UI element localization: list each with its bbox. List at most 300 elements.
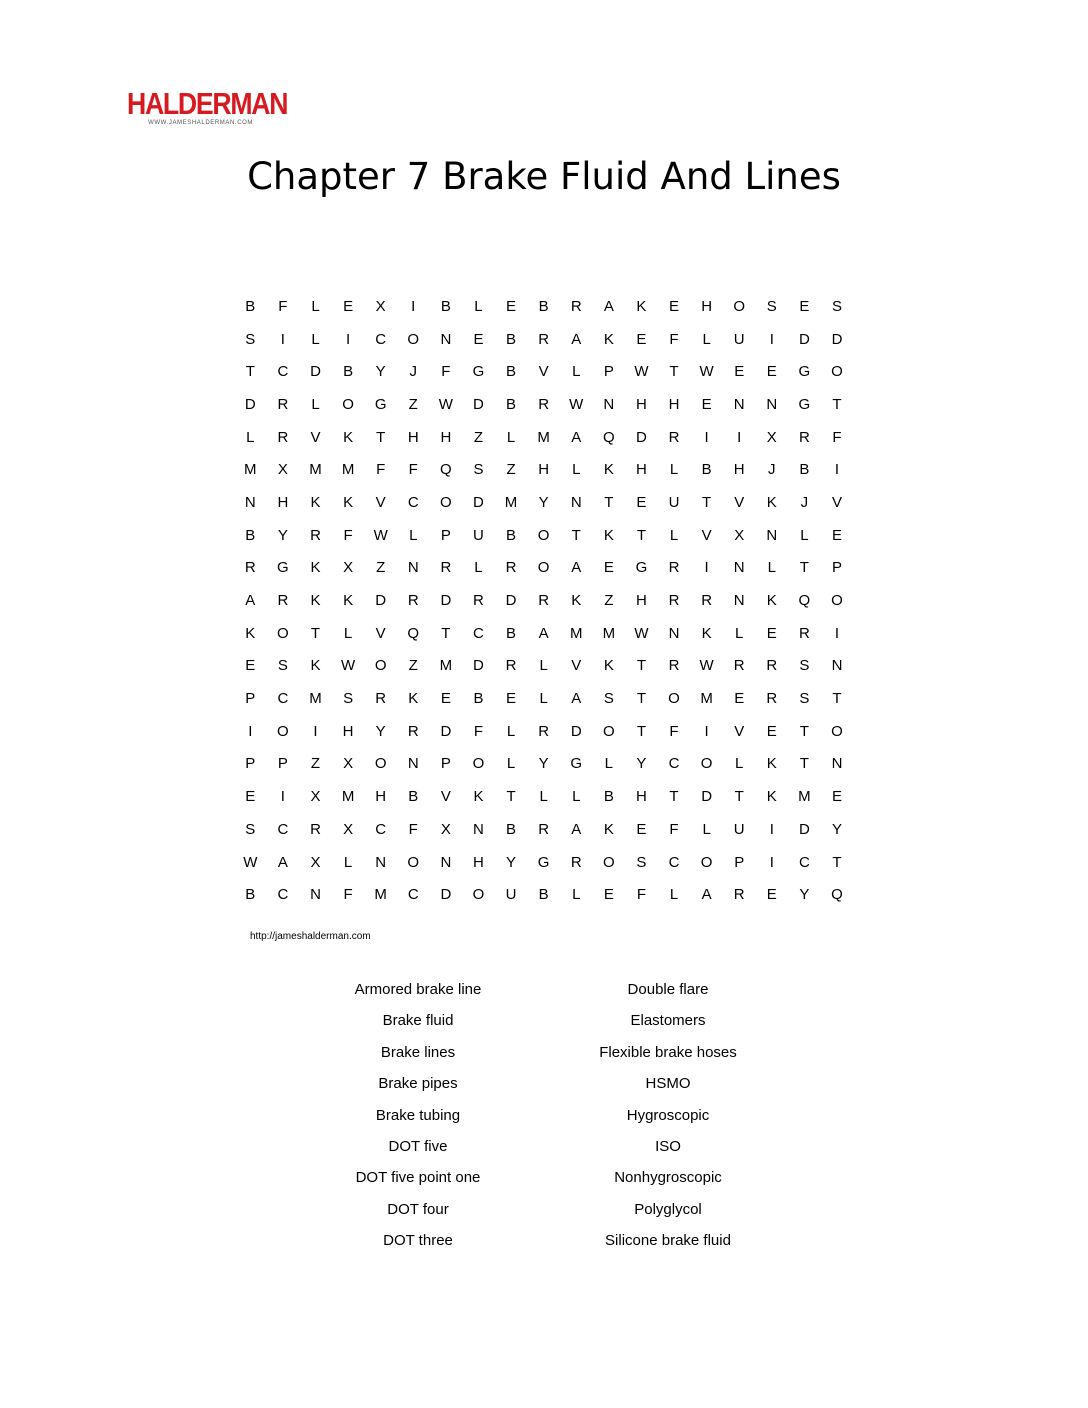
grid-letter: R	[505, 657, 517, 675]
grid-letter: R	[668, 559, 680, 577]
grid-letter: W	[243, 853, 258, 871]
grid-letter: L	[572, 788, 581, 806]
grid-letter: E	[473, 330, 484, 348]
grid-letter: L	[702, 820, 711, 838]
grid-letter: U	[505, 886, 517, 904]
grid-letter: H	[440, 428, 452, 446]
grid-letter: V	[375, 624, 386, 642]
grid-letter: S	[245, 330, 256, 348]
grid-letter: N	[310, 886, 321, 904]
grid-letter: N	[440, 330, 452, 348]
grid-letter: W	[438, 395, 453, 413]
grid-letter: O	[537, 559, 550, 577]
grid-letter: A	[571, 690, 582, 708]
grid-letter: M	[341, 461, 355, 479]
grid-letter: R	[798, 428, 810, 446]
grid-letter: K	[603, 657, 614, 675]
grid-letter: L	[343, 853, 353, 871]
word-list-item: Armored brake line	[354, 981, 482, 998]
grid-letter: H	[473, 853, 484, 871]
grid-letter: H	[538, 461, 550, 479]
grid-letter: L	[409, 526, 418, 544]
grid-letter: L	[506, 428, 516, 446]
grid-letter: B	[440, 297, 451, 315]
grid-letter: Y	[538, 755, 549, 773]
grid-letter: C	[375, 330, 387, 348]
word-list-item: Silicone brake fluid	[605, 1232, 731, 1250]
grid-letter: K	[245, 624, 256, 642]
grid-letter: J	[800, 493, 809, 511]
grid-letter: M	[244, 461, 257, 479]
grid-letter: L	[735, 624, 744, 642]
grid-letter: K	[766, 493, 777, 511]
word-list-item: Brake pipes	[378, 1075, 458, 1093]
word-list-right	[548, 974, 788, 1257]
grid-letter: B	[538, 886, 549, 904]
grid-letter: T	[832, 395, 842, 413]
grid-letter: L	[669, 461, 679, 479]
grid-letter: Q	[798, 592, 811, 610]
grid-letter: C	[798, 853, 810, 871]
grid-letter: L	[311, 330, 320, 348]
word-list-left	[298, 974, 538, 1257]
grid-letter: X	[310, 853, 321, 871]
grid-letter: T	[636, 657, 646, 675]
grid-letter: A	[571, 559, 582, 577]
grid-letter: O	[700, 853, 713, 871]
word-list-item: DOT five point one	[355, 1169, 481, 1187]
grid-letter: G	[277, 559, 289, 577]
grid-letter: N	[407, 755, 419, 773]
grid-letter: T	[310, 624, 321, 642]
grid-letter: M	[309, 461, 322, 479]
grid-letter: E	[831, 526, 842, 544]
grid-letter: X	[766, 428, 777, 446]
grid-letter: Z	[310, 755, 321, 773]
grid-letter: N	[733, 395, 745, 413]
grid-letter: H	[636, 395, 647, 413]
grid-letter: O	[440, 493, 452, 511]
grid-letter: O	[472, 886, 485, 904]
grid-letter: R	[277, 592, 289, 610]
grid-letter: O	[407, 853, 420, 871]
grid-letter: I	[313, 722, 318, 740]
grid-letter: N	[831, 657, 843, 675]
grid-letter: I	[769, 820, 774, 838]
grid-letter: O	[472, 755, 485, 773]
grid-letter: G	[374, 395, 387, 413]
grid-letter: H	[277, 493, 289, 511]
grid-letter: F	[636, 886, 646, 904]
grid-letter: E	[734, 363, 745, 381]
grid-letter: B	[506, 363, 517, 381]
grid-letter: R	[733, 657, 745, 675]
grid-letter: C	[407, 886, 419, 904]
grid-letter: P	[277, 755, 288, 773]
grid-letter: R	[538, 722, 550, 740]
grid-letter: K	[343, 428, 354, 446]
grid-letter: F	[408, 461, 418, 479]
grid-letter: C	[473, 624, 484, 642]
word-list-item: DOT three	[383, 1232, 453, 1250]
grid-letter: W	[373, 526, 388, 544]
grid-letter: K	[343, 592, 354, 610]
grid-letter: Y	[375, 722, 386, 740]
grid-letter: T	[702, 493, 712, 511]
grid-letter: L	[539, 690, 548, 708]
grid-letter: B	[473, 690, 484, 708]
grid-letter: E	[701, 395, 712, 413]
grid-letter: E	[636, 330, 647, 348]
grid-letter: O	[602, 853, 615, 871]
grid-letter: N	[733, 559, 745, 577]
grid-letter: P	[734, 853, 745, 871]
grid-letter: E	[734, 690, 745, 708]
grid-letter: R	[277, 428, 289, 446]
grid-letter: T	[376, 428, 386, 446]
grid-letter: D	[473, 657, 484, 675]
grid-letter: B	[506, 395, 517, 413]
grid-letter: K	[310, 493, 321, 511]
grid-letter: K	[603, 461, 614, 479]
grid-letter: L	[311, 395, 320, 413]
grid-letter: D	[440, 722, 452, 740]
grid-letter: V	[440, 788, 451, 806]
grid-letter: G	[537, 853, 550, 871]
grid-letter: M	[341, 788, 355, 806]
grid-letter: B	[245, 886, 256, 904]
grid-letter: P	[603, 363, 614, 381]
grid-letter: T	[636, 526, 646, 544]
grid-letter: A	[571, 820, 582, 838]
grid-letter: X	[343, 559, 354, 577]
grid-letter: M	[537, 428, 550, 446]
grid-letter: L	[604, 755, 613, 773]
grid-letter: R	[244, 559, 256, 577]
grid-letter: E	[636, 493, 647, 511]
grid-letter: E	[343, 297, 354, 315]
grid-letter: R	[538, 395, 550, 413]
grid-letter: G	[635, 559, 648, 577]
grid-letter: E	[766, 624, 777, 642]
grid-letter: T	[669, 788, 679, 806]
grid-letter: F	[473, 722, 484, 740]
grid-letter: T	[734, 788, 744, 806]
grid-letter: N	[407, 559, 419, 577]
grid-letter: D	[440, 592, 452, 610]
grid-letter: Q	[407, 624, 420, 642]
grid-letter: O	[668, 690, 680, 708]
grid-letter: B	[603, 788, 614, 806]
grid-letter: O	[831, 722, 843, 740]
grid-letter: T	[636, 722, 646, 740]
grid-letter: L	[311, 297, 320, 315]
grid-letter: E	[603, 886, 614, 904]
logo-url: WWW.JAMESHALDERMAN.COM	[148, 120, 253, 126]
grid-letter: H	[636, 788, 647, 806]
grid-letter: X	[277, 461, 288, 479]
grid-letter: U	[733, 820, 745, 838]
grid-letter: E	[636, 820, 647, 838]
grid-letter: W	[569, 395, 584, 413]
grid-letter: W	[340, 657, 356, 675]
grid-letter: M	[374, 886, 387, 904]
grid-letter: A	[571, 330, 582, 348]
grid-letter: W	[699, 363, 714, 381]
grid-letter: N	[766, 395, 778, 413]
grid-letter: K	[310, 592, 321, 610]
grid-letter: X	[310, 788, 321, 806]
word-list-item: ISO	[655, 1137, 681, 1155]
grid-letter: J	[409, 363, 418, 381]
grid-letter: K	[701, 624, 712, 642]
grid-letter: E	[669, 297, 680, 315]
grid-letter: Q	[831, 886, 843, 904]
grid-letter: M	[798, 788, 811, 806]
grid-letter: N	[570, 493, 582, 511]
grid-letter: R	[733, 886, 745, 904]
grid-letter: R	[668, 592, 680, 610]
word-list-item: Elastomers	[630, 1012, 706, 1030]
grid-letter: K	[603, 526, 614, 544]
grid-letter: D	[473, 395, 484, 413]
grid-letter: R	[570, 853, 582, 871]
grid-letter: G	[798, 363, 811, 381]
word-list-item: Hygroscopic	[626, 1106, 710, 1124]
grid-letter: F	[343, 526, 353, 544]
grid-letter: W	[634, 363, 649, 381]
grid-letter: I	[834, 624, 840, 642]
grid-letter: K	[766, 592, 777, 610]
grid-letter: R	[375, 690, 387, 708]
grid-letter: D	[244, 395, 256, 413]
grid-letter: I	[769, 853, 774, 871]
grid-letter: D	[636, 428, 647, 446]
grid-letter: K	[310, 657, 321, 675]
grid-letter: H	[668, 395, 680, 413]
grid-letter: T	[669, 363, 679, 381]
grid-letter: L	[343, 624, 353, 642]
grid-letter: G	[570, 755, 583, 773]
grid-letter: H	[701, 297, 713, 315]
grid-letter: D	[798, 820, 810, 838]
grid-letter: T	[441, 624, 451, 642]
grid-letter: Z	[473, 428, 484, 446]
grid-letter: X	[343, 820, 354, 838]
grid-letter: Y	[538, 493, 549, 511]
grid-letter: T	[636, 690, 646, 708]
grid-letter: R	[538, 820, 550, 838]
grid-letter: E	[245, 657, 256, 675]
grid-letter: C	[277, 363, 289, 381]
grid-letter: D	[310, 363, 321, 381]
grid-letter: V	[375, 493, 386, 511]
grid-letter: O	[342, 395, 354, 413]
grid-letter: O	[831, 592, 843, 610]
grid-letter: Z	[408, 395, 418, 413]
grid-letter: N	[244, 493, 256, 511]
grid-letter: I	[704, 428, 709, 446]
grid-letter: E	[440, 690, 451, 708]
grid-letter: Y	[506, 853, 517, 871]
grid-letter: P	[440, 755, 451, 773]
grid-letter: V	[701, 526, 712, 544]
grid-letter: A	[245, 592, 256, 610]
grid-letter: V	[538, 363, 549, 381]
grid-letter: C	[668, 853, 680, 871]
grid-letter: I	[737, 428, 742, 446]
grid-letter: S	[799, 690, 810, 708]
word-list-item: HSMO	[645, 1075, 691, 1093]
grid-letter: M	[700, 690, 713, 708]
grid-letter: N	[766, 526, 778, 544]
grid-letter: V	[734, 722, 745, 740]
grid-letter: S	[245, 820, 256, 838]
grid-letter: O	[374, 755, 387, 773]
grid-letter: I	[411, 297, 416, 315]
grid-letter: Y	[277, 526, 288, 544]
grid-letter: F	[278, 297, 288, 315]
grid-letter: S	[277, 657, 288, 675]
grid-letter: L	[735, 755, 744, 773]
grid-letter: U	[668, 493, 680, 511]
grid-letter: Y	[831, 820, 842, 838]
grid-letter: A	[701, 886, 712, 904]
grid-letter: O	[537, 526, 550, 544]
grid-letter: B	[245, 297, 256, 315]
grid-letter: R	[277, 395, 289, 413]
grid-letter: C	[277, 886, 289, 904]
grid-letter: Z	[376, 559, 386, 577]
grid-letter: R	[701, 592, 713, 610]
grid-letter: E	[766, 886, 777, 904]
grid-letter: Z	[604, 592, 614, 610]
grid-letter: B	[701, 461, 712, 479]
grid-letter: H	[733, 461, 745, 479]
page-title: Chapter 7 Brake Fluid And Lines	[247, 155, 841, 198]
grid-letter: F	[441, 363, 451, 381]
grid-letter: O	[602, 722, 615, 740]
grid-letter: B	[506, 624, 517, 642]
grid-letter: D	[701, 788, 713, 806]
grid-letter: F	[343, 886, 353, 904]
grid-letter: N	[603, 395, 615, 413]
grid-letter: Z	[506, 461, 516, 479]
grid-letter: X	[375, 297, 386, 315]
grid-letter: T	[604, 493, 614, 511]
grid-letter: D	[473, 493, 484, 511]
grid-letter: H	[407, 428, 419, 446]
grid-letter: R	[505, 559, 517, 577]
grid-letter: D	[798, 330, 810, 348]
grid-letter: F	[669, 820, 679, 838]
grid-letter: K	[766, 755, 777, 773]
grid-letter: E	[766, 722, 777, 740]
grid-letter: L	[539, 657, 548, 675]
grid-letter: S	[831, 297, 842, 315]
grid-letter: L	[767, 559, 776, 577]
grid-letter: L	[506, 722, 516, 740]
grid-letter: V	[571, 657, 582, 675]
grid-letter: T	[799, 722, 809, 740]
grid-letter: Y	[375, 363, 386, 381]
grid-letter: B	[506, 820, 517, 838]
grid-letter: R	[798, 624, 810, 642]
grid-letter: Q	[440, 461, 452, 479]
grid-letter: I	[345, 330, 351, 348]
grid-letter: R	[473, 592, 484, 610]
grid-letter: X	[734, 526, 745, 544]
word-search-grid	[234, 290, 854, 911]
grid-letter: I	[769, 330, 774, 348]
grid-letter: K	[343, 493, 354, 511]
grid-letter: G	[472, 363, 485, 381]
grid-letter: N	[831, 755, 843, 773]
grid-letter: O	[277, 722, 289, 740]
word-list-item: DOT five	[388, 1137, 448, 1155]
word-list-item: Flexible brake hoses	[599, 1043, 737, 1061]
grid-letter: M	[569, 624, 583, 642]
grid-letter: V	[831, 493, 842, 511]
grid-letter: V	[310, 428, 321, 446]
grid-letter: B	[408, 788, 419, 806]
grid-letter: K	[310, 559, 321, 577]
grid-letter: H	[636, 592, 647, 610]
grid-letter: L	[702, 330, 711, 348]
grid-letter: F	[832, 428, 842, 446]
grid-letter: A	[603, 297, 614, 315]
grid-letter: C	[375, 820, 387, 838]
grid-letter: O	[374, 657, 387, 675]
grid-letter: L	[246, 428, 255, 446]
grid-letter: E	[245, 788, 256, 806]
grid-letter: P	[245, 755, 256, 773]
grid-letter: P	[440, 526, 451, 544]
grid-letter: N	[440, 853, 452, 871]
grid-letter: Y	[799, 886, 810, 904]
grid-letter: I	[280, 330, 285, 348]
source-link[interactable]: http://jameshalderman.com	[250, 931, 371, 942]
word-list-item: Nonhygroscopic	[614, 1169, 722, 1187]
grid-letter: N	[733, 592, 745, 610]
grid-letter: L	[474, 559, 483, 577]
grid-letter: C	[277, 690, 289, 708]
grid-letter: T	[799, 559, 809, 577]
grid-letter: O	[733, 297, 746, 315]
word-list-item: Polyglycol	[634, 1200, 702, 1218]
grid-letter: M	[439, 657, 453, 675]
grid-letter: Z	[408, 657, 418, 675]
word-list-item: Brake tubing	[375, 1106, 461, 1124]
grid-letter: C	[407, 493, 419, 511]
grid-letter: F	[669, 330, 679, 348]
grid-letter: L	[474, 297, 483, 315]
grid-letter: L	[800, 526, 809, 544]
grid-letter: K	[603, 820, 614, 838]
grid-letter: L	[572, 461, 581, 479]
grid-letter: L	[572, 886, 581, 904]
grid-letter: L	[669, 886, 679, 904]
word-list-item: Brake fluid	[382, 1012, 454, 1030]
grid-letter: O	[700, 755, 713, 773]
grid-letter: B	[538, 297, 549, 315]
grid-letter: W	[699, 657, 714, 675]
grid-letter: C	[277, 820, 289, 838]
grid-letter: B	[506, 330, 517, 348]
grid-letter: V	[734, 493, 745, 511]
grid-letter: P	[245, 690, 256, 708]
grid-letter: E	[831, 788, 842, 806]
